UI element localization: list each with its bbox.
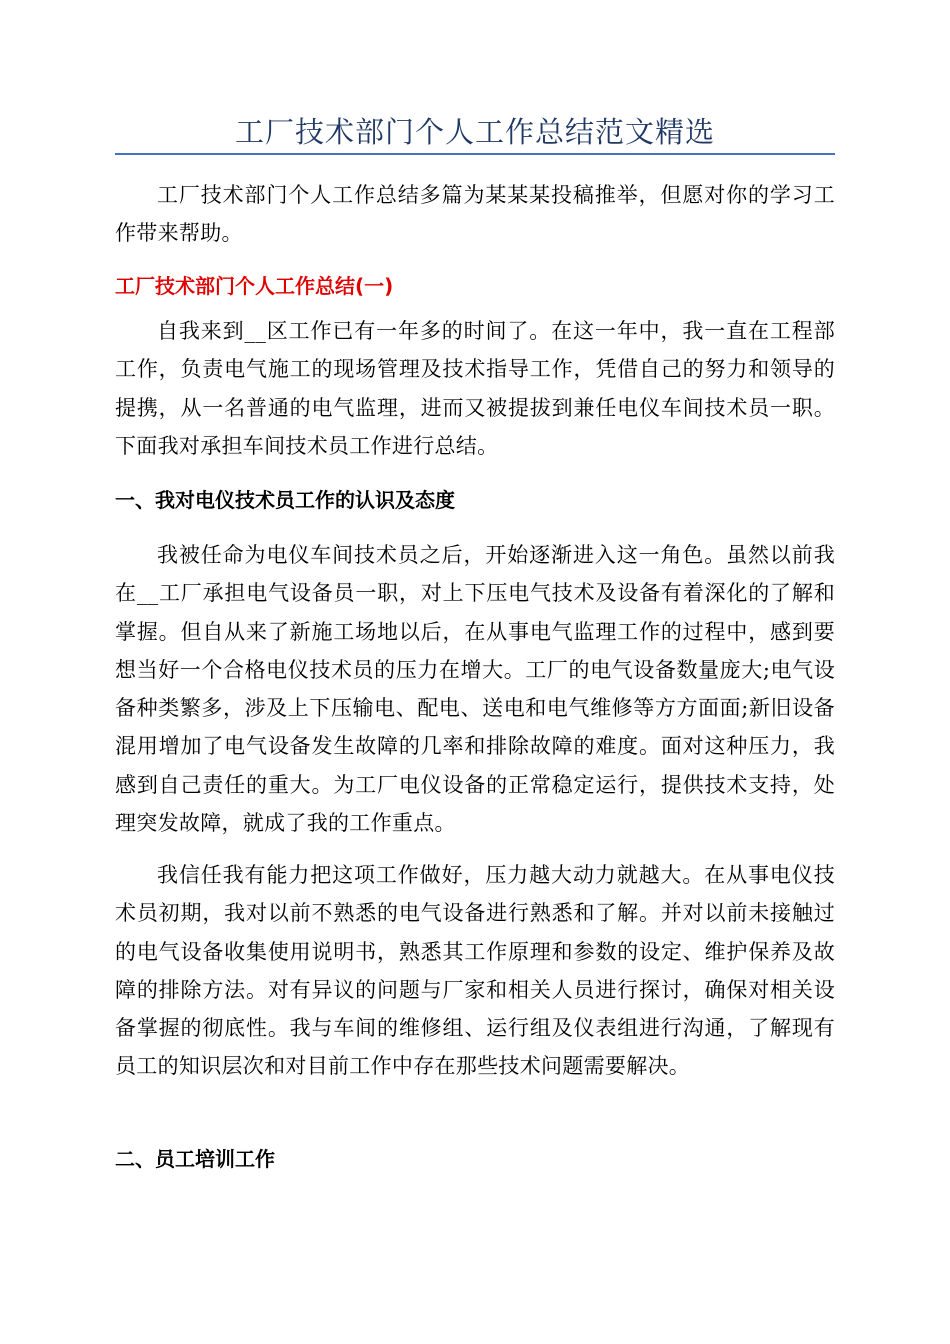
paragraph-2: 我被任命为电仪车间技术员之后，开始逐渐进入这一角色。虽然以前我在__工厂承担电气设备员一职，对上下压电气技术及设备有着深化的了解和掌握。但自从来了新施工场地以后，在从事电气监理工作的过程中，感到要想当好一个合格电仪技术员的压力在增大。工厂的电气设备数量庞大;电气设备种类繁多，涉及上下压输电、配电、送电和电气维修等方方面面;新旧设备混用增加了电气设备发生故障的几率和排除故障的难度。面对这种压力，我感到自己责任的重大。为工厂电仪设备的正常稳定运行，提供技术支持，处理突发故障，就成了我的工作重点。 bbox=[115, 543, 835, 836]
section1-paragraph: 自我来到__区工作已有一年多的时间了。在这一年中，我一直在工程部工作，负责电气施工的现场管理及技术指导工作，凭借自己的努力和领导的提携，从一名普通的电气监理，进而又被提拔到兼任电仪车间技术员一职。下面我对承担车间技术员工作进行总结。 bbox=[115, 319, 835, 458]
section-heading-1: 工厂技术部门个人工作总结(一) bbox=[115, 274, 394, 298]
title-underline bbox=[115, 153, 835, 155]
subheading-1: 一、我对电仪技术员工作的认识及态度 bbox=[115, 488, 455, 512]
paragraph-3: 我信任我有能力把这项工作做好，压力越大动力就越大。在从事电仪技术员初期，我对以前不熟悉的电气设备进行熟悉和了解。并对以前未接触过的电气设备收集使用说明书，熟悉其工作原理和参数的设定、维护保养及故障的排除方法。对有异议的问题与厂家和相关人员进行探讨，确保对相关设备掌握的彻底性。我与车间的维修组、运行组及仪表组进行沟通，了解现有员工的知识层次和对目前工作中存在那些技术问题需要解决。 bbox=[115, 863, 835, 1079]
document-title: 工厂技术部门个人工作总结范文精选 bbox=[234, 115, 715, 149]
subheading-2: 二、员工培训工作 bbox=[115, 1147, 275, 1171]
intro-paragraph: 工厂技术部门个人工作总结多篇为某某某投稿推举，但愿对你的学习工作带来帮助。 bbox=[115, 183, 835, 246]
